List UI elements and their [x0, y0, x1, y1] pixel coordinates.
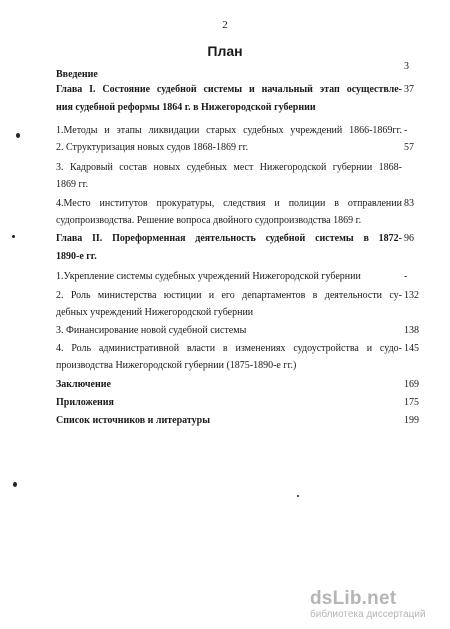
toc-page-bibliography: 199 [404, 415, 419, 426]
page-number: 2 [222, 19, 228, 31]
scan-speck [297, 495, 299, 497]
toc-entry-chapter-2-cont: 1890-е гг. [56, 251, 97, 262]
toc-entry-1-1: 1.Методы и этапы ликвидации старых судебных учреждений 1866-1869гг. [56, 125, 402, 136]
toc-entry-1-4-cont: судопроизводства. Решение вопроса двойного судопроизводства 1869 г. [56, 215, 362, 226]
toc-entry-chapter-1: Глава I. Состояние судебной системы и начальный этап осуществле- [56, 84, 402, 95]
toc-page-appendices: 175 [404, 397, 419, 408]
toc-page-conclusion: 169 [404, 379, 419, 390]
watermark-logo: dsLib.net [310, 588, 397, 609]
scan-speck [13, 482, 17, 487]
toc-page-2-4: 145 [404, 343, 419, 354]
toc-entry-introduction: Введение [56, 69, 98, 80]
toc-entry-1-4: 4.Место институтов прокуратуры, следствия и полиции в отправлении [56, 198, 402, 209]
scan-speck [16, 133, 20, 138]
toc-entry-chapter-1-cont: ния судебной реформы 1864 г. в Нижегородской губернии [56, 102, 316, 113]
toc-entry-bibliography: Список источников и литературы [56, 415, 211, 426]
toc-entry-appendices: Приложения [56, 397, 114, 408]
toc-entry-1-3-cont: 1869 гг. [56, 179, 89, 190]
toc-entry-2-2-cont: дебных учреждений Нижегородской губернии [56, 307, 254, 318]
toc-page-2-1: - [404, 271, 408, 282]
toc-page-2-2: 132 [404, 290, 419, 301]
toc-page-1-2: 57 [404, 142, 414, 153]
toc-page-chapter-2: 96 [404, 233, 414, 244]
watermark-subtitle: библиотека диссертаций [310, 609, 426, 620]
toc-entry-2-3: 3. Финансирование новой судебной системы [56, 325, 247, 336]
toc-page-introduction: 3 [404, 61, 409, 72]
toc-entry-2-1: 1.Укрепление системы судебных учреждений Нижегородской губернии [56, 271, 361, 282]
watermark [310, 589, 440, 621]
toc-page-chapter-1: 37 [404, 84, 414, 95]
toc-entry-conclusion: Заключение [56, 379, 111, 390]
toc-page-1-1: - [404, 125, 408, 136]
toc-entry-chapter-2: Глава II. Пореформенная деятельность судебной системы в 1872- [56, 233, 402, 244]
toc-entry-2-2: 2. Роль министерства юстиции и его департаментов в деятельности су- [56, 290, 402, 301]
page-title: План [207, 43, 243, 59]
toc-page-1-4: 83 [404, 198, 414, 209]
toc-entry-2-4-cont: производства Нижегородской губернии (1875-1890-е гг.) [56, 360, 297, 371]
toc-entry-2-4: 4. Роль административной власти в изменениях судоустройства и судо- [56, 343, 402, 354]
toc-page-2-3: 138 [404, 325, 419, 336]
toc-entry-1-2: 2. Структуризация новых судов 1868-1869 гг. [56, 142, 249, 153]
scan-speck [12, 235, 15, 238]
toc-entry-1-3: 3. Кадровый состав новых судебных мест Нижегородской губернии 1868- [56, 162, 402, 173]
